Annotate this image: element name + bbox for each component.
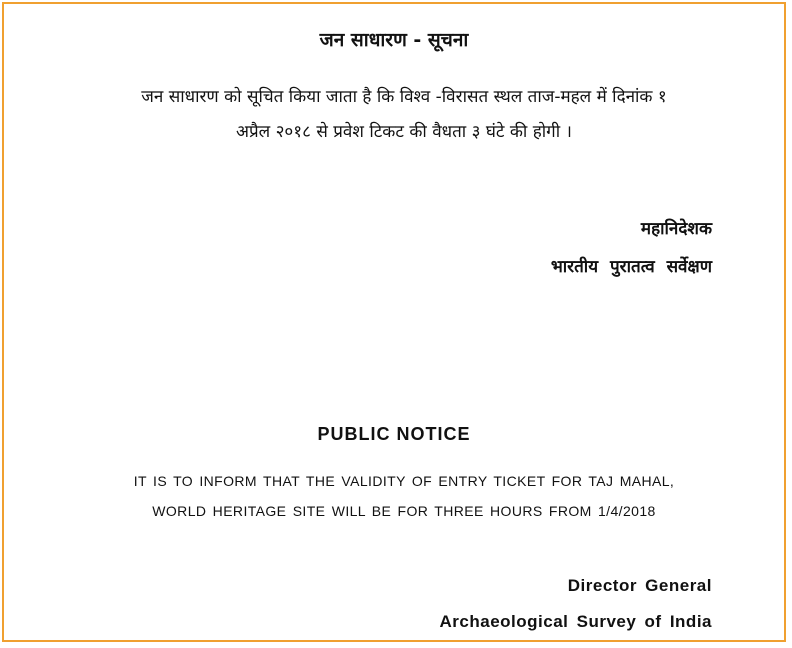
notice-page — [2, 2, 786, 642]
hindi-body-line-1: जन साधारण को सूचित किया जाता है कि विश्व -विरासत स्थल ताज-महल में दिनांक १ — [141, 87, 667, 107]
english-body-line-2: WORLD HERITAGE SITE WILL BE FOR THREE HOURS FROM 1/4/2018 — [152, 503, 656, 519]
english-notice-body — [64, 466, 744, 526]
hindi-signatory-title: महानिदेशक — [640, 219, 712, 239]
hindi-signatory-org: भारतीय पुरातत्व सर्वेक्षण — [550, 257, 712, 277]
english-signatory-org: Archaeological Survey of India — [439, 612, 712, 631]
english-signatory-title: Director General — [567, 576, 712, 595]
hindi-body-line-2: अप्रैल २०१८ से प्रवेश टिकट की वैधता ३ घंटे की होगी । — [236, 122, 572, 142]
hindi-notice-body — [64, 80, 744, 150]
english-body-line-1: IT IS TO INFORM THAT THE VALIDITY OF ENTRY TICKET FOR TAJ MAHAL, — [133, 473, 675, 489]
hindi-notice-title: जन साधारण - सूचना — [319, 29, 469, 51]
english-notice-title: PUBLIC NOTICE — [317, 424, 471, 444]
